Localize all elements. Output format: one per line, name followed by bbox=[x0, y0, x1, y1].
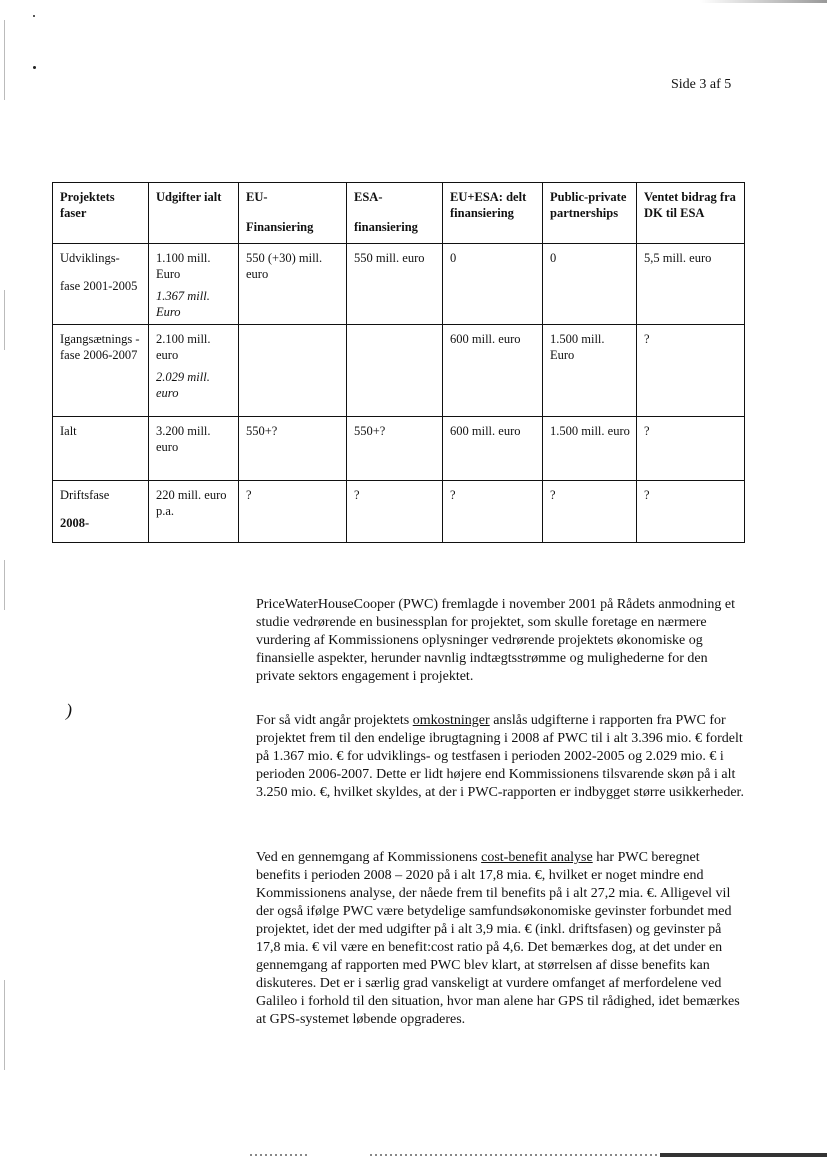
scan-artifact-bottom-bar bbox=[660, 1153, 827, 1157]
scan-edge-line bbox=[4, 980, 5, 1070]
scan-edge-line bbox=[4, 20, 5, 100]
scan-speck bbox=[33, 15, 35, 17]
scan-artifact-bottom bbox=[370, 1154, 660, 1156]
header-esa-financing: ESA- finansiering bbox=[347, 183, 443, 244]
underlined-term-costs: omkostninger bbox=[412, 713, 490, 728]
table-header-row bbox=[53, 183, 745, 244]
header-dk-contribution: Ventet bidrag fra DK til ESA bbox=[637, 183, 745, 244]
financing-table bbox=[52, 182, 745, 543]
header-total-costs: Udgifter ialt bbox=[149, 183, 239, 244]
scan-artifact-top bbox=[700, 0, 827, 3]
margin-paren-mark: ) bbox=[66, 700, 72, 720]
paragraph-cost-benefit: Ved en gennemgang af Kommissionens cost-benefit analyse har PWC beregnet benefits i perioden 2008 – 2020 på i alt 17,8 mia. €, hvilket er noget mindre end Kommissionens analyse, der nåede frem til benefits på i alt 27,2 mia. €. Alligevel vil der også ifølge PWC være betydelige samfundsøkonomiske gevinster forbundet med projektet, idet der med udgifter på i alt 3,9 mia. € (inkl. driftsfasen) og gevinster på 17,8 mia. € vil være en benefit:cost ratio på 4,6. Det bemærkes dog, at det under en gennemgang af rapporten med PWC blev klart, at størrelsen af disse benefits kan diskuteres. Det er i særlig grad vanskeligt at vurdere omfanget af merfordelene ved Galileo i forhold til den situation, hvor man alene har GPS til rådighed, idet bemærkes at GPS-systemet løbende opgraderes. bbox=[256, 850, 740, 1027]
scan-edge-line bbox=[4, 560, 5, 610]
page-number: Side 3 af 5 bbox=[671, 77, 732, 92]
paragraph-pwc-study: PriceWaterHouseCooper (PWC) fremlagde i november 2001 på Rådets anmodning et studie vedrørende en businessplan for projektet, som skulle foretage en nærmere vurdering af Kommissionens oplysninger vedrørende projektets økonomiske og finansielle aspekter, herunder navnlig indtægtsstrømme og mulighederne for den private sektors engagement i projektet. bbox=[256, 597, 736, 684]
table-row: Ialt 3.200 mill. euro 550+? 550+? 600 mill. euro 1.500 mill. euro ? bbox=[53, 417, 745, 481]
header-eu-financing: EU- Finansiering bbox=[239, 183, 347, 244]
table-row: Udviklings- fase 2001-2005 1.100 mill. Euro 1.367 mill. Euro 550 (+30) mill. euro 550 mill. euro 0 0 5,5 mill. euro bbox=[53, 244, 745, 325]
scan-artifact-bottom bbox=[250, 1154, 310, 1156]
underlined-term-cost-benefit: cost-benefit analyse bbox=[481, 850, 593, 865]
scan-speck bbox=[33, 66, 36, 69]
header-shared-financing: EU+ESA: delt finansiering bbox=[443, 183, 543, 244]
scan-edge-line bbox=[4, 290, 5, 350]
table-row: Igangsætnings -fase 2006-2007 2.100 mill. euro 2.029 mill. euro 600 mill. euro 1.500 mill. Euro ? bbox=[53, 325, 745, 417]
paragraph-costs: For så vidt angår projektets omkostninger anslås udgifterne i rapporten fra PWC for projektet frem til den endelige ibrugtagning i 2008 af PWC til i alt 3.396 mio. € fordelt på 1.367 mio. € for udviklings- og testfasen i perioden 2002-2005 og 2.029 mio. € i perioden 2006-2007. Dette er lidt højere end Kommissionens tilsvarende skøn på i alt 3.250 mio. €, hvilket skyldes, at der i PWC-rapporten er indbygget større usikkerheder. bbox=[256, 713, 744, 800]
table-row: Driftsfase 2008- 220 mill. euro p.a. ? ? ? ? ? bbox=[53, 481, 745, 543]
header-phases: Projektets faser bbox=[53, 183, 149, 244]
header-ppp: Public-private partnerships bbox=[543, 183, 637, 244]
